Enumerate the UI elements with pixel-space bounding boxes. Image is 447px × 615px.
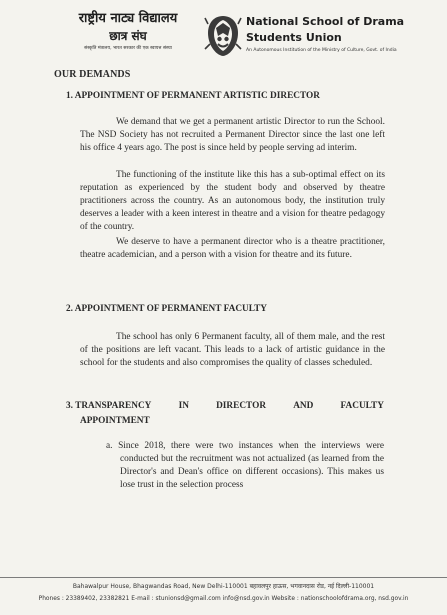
footer-divider: [0, 577, 447, 578]
section-3-item-a: a. Since 2018, there were two instances when the interviews were conducted but the recruitment was not actualized (as learned from the Director's and Dean's office on different occasions). This makes us lose trust in the selection process: [106, 441, 384, 490]
section-3-heading-word: AND: [293, 401, 314, 411]
section-1-paragraph-3: We deserve to have a permanent director who is a theatre practitioner, theatre academician, and a person with a vision for theatre and its future.: [80, 237, 385, 260]
letterhead-hindi-union: छात्र संघ: [109, 29, 147, 43]
section-3-heading-word: DIRECTOR: [216, 401, 267, 411]
section-3-heading-word: IN: [178, 401, 189, 411]
section-3-heading-word: 3. TRANSPARENCY: [66, 401, 152, 411]
letterhead-english-union: Students Union: [246, 31, 342, 44]
section-3-heading-word: FACULTY: [340, 401, 384, 411]
section-1-paragraph-1: We demand that we get a permanent artistic Director to run the School. The NSD Society has not recruited a Permanent Director since the last one left his office 4 years ago. The post is since held by people serving ad interim.: [80, 117, 385, 153]
section-1-paragraph-2: The functioning of the institute like this has a sub-optimal effect on its reputation as experienced by the student body and observed by theatre practitioners across the country. As an autonomous body, the institution truly deserves a leader with a keen interest in theatre and a vision for theatre pedagogy of the country.: [80, 170, 385, 232]
letterhead-english-tagline: An Autonomous Institution of the Ministry of Culture, Govt. of India: [246, 48, 397, 53]
footer-address: Bahawalpur House, Bhagwandas Road, New Delhi-110001 बहावलपुर हाऊस, भगवानदास रोड, नई दिल्ली-110001: [72, 583, 375, 590]
section-heading-2: 2. APPOINTMENT OF PERMANENT FACULTY: [66, 304, 268, 314]
section-3-heading-line-2: APPOINTMENT: [80, 416, 150, 426]
footer-contact: Phones : 23389402, 23382821 E-mail : stunionsd@gmail.com info@nsd.gov.in Website : nationschoolofdrama.org, nsd.gov.in: [38, 596, 409, 602]
letterhead-english-name: National School of Drama: [246, 15, 405, 28]
document-title: OUR DEMANDS: [54, 69, 131, 80]
nsd-union-logo: [204, 14, 242, 58]
letterhead-hindi-tagline: संस्कृति मंत्रालय, भारत सरकार की एक स्वायत्त संस्था: [84, 46, 172, 51]
section-2-paragraph-1: The school has only 6 Permanent faculty, all of them male, and the rest of the positions are left vacant. This leads to a lack of artistic guidance in the school for the students and also compromises the quality of classes scheduled.: [80, 332, 385, 368]
letterhead-hindi-name: राष्ट्रीय नाट्य विद्यालय: [78, 11, 178, 26]
section-heading-1: 1. APPOINTMENT OF PERMANENT ARTISTIC DIRECTOR: [66, 91, 320, 101]
section-heading-3: [66, 401, 384, 411]
